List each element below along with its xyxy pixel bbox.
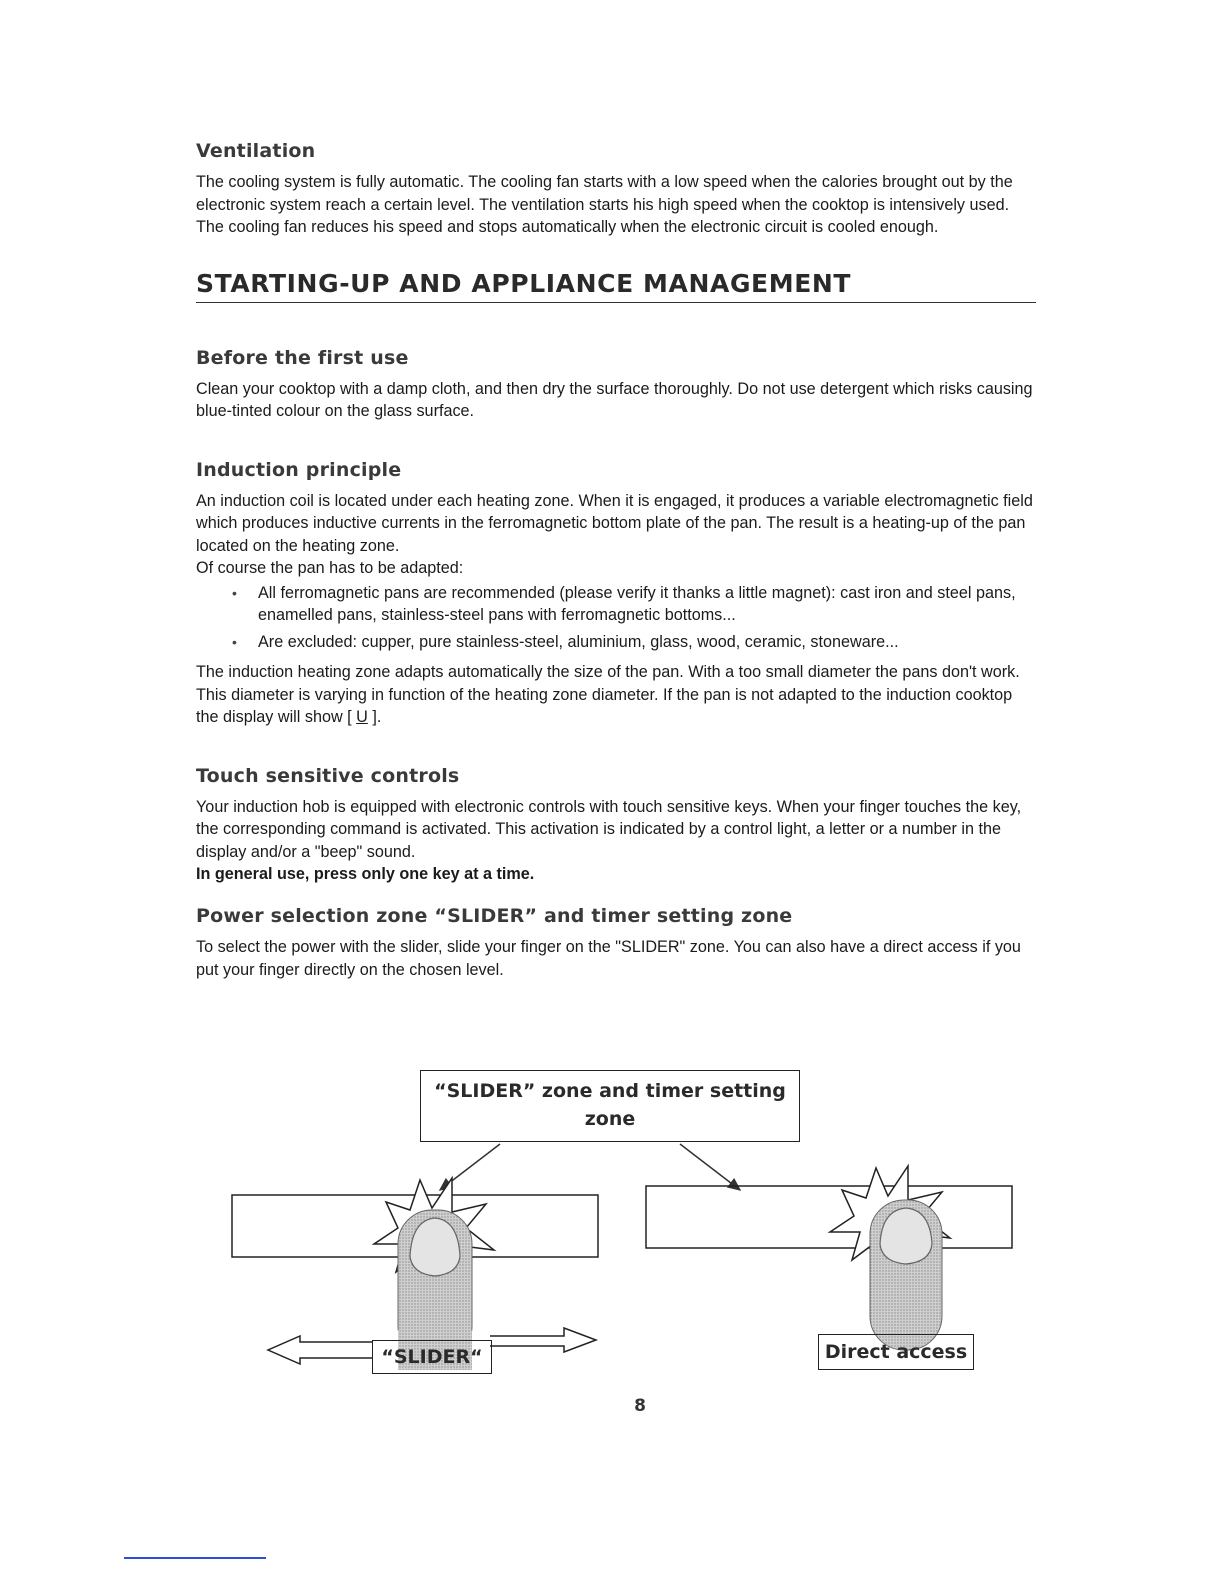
slider-bar-right [646, 1186, 1012, 1248]
touch-section [196, 765, 1036, 886]
display-symbol: U [356, 708, 368, 726]
induction-section [196, 459, 1036, 729]
main-title-block [196, 269, 1036, 303]
power-heading: Power selection zone “SLIDER” and timer setting zone [196, 905, 793, 927]
main-title: STARTING-UP AND APPLIANCE MANAGEMENT [196, 268, 852, 298]
ventilation-section [196, 140, 1036, 239]
slide-left-arrow-icon [268, 1336, 372, 1364]
footer-divider [124, 1557, 266, 1559]
callout-line-2: zone [584, 1108, 636, 1130]
slider-zone-callout [420, 1070, 800, 1142]
finger-icon [870, 1200, 942, 1350]
first-use-section [196, 347, 1036, 423]
touch-text: Your induction hob is equipped with electronic controls with touch sensitive keys. When your finger touches the key, the corresponding command is activated. This activation is indicated by a control light, a letter or a number in the display and/or a "beep" sound. [196, 797, 1022, 861]
touch-heading: Touch sensitive controls [196, 764, 460, 787]
induction-text-1: An induction coil is located under each heating zone. When it is engaged, it produces a variable electromagnetic field which produces inductive currents in the ferromagnetic bottom plate of the pan. The result is a heating-up of the pan located on the heating zone. [196, 491, 1033, 555]
ventilation-heading: Ventilation [196, 140, 316, 162]
touch-note: In general use, press only one key at a time. [196, 865, 535, 883]
induction-text-3-start: The induction heating zone adapts automatically the size of the pan. With a too small diameter the pans don't work. This diameter is varying in function of the heating zone diameter. If the pan is not adapted to the induction cooktop the display will show [ [196, 663, 1020, 726]
induction-text-3-end: ]. [367, 708, 382, 726]
first-use-text: Clean your cooktop with a damp cloth, and then dry the surface thoroughly. Do not use detergent which risks causing blue-tinted colour on the glass surface. [196, 379, 1033, 420]
pan-list [196, 582, 1036, 654]
ventilation-text: The cooling system is fully automatic. The cooling fan starts with a low speed when the calories brought out by the electronic system reach a certain level. The ventilation starts his high speed when the cooktop is intensively used. The cooling fan reduces his speed and stops automatically when the electronic circuit is cooled enough. [196, 173, 1013, 236]
list-item: • Are excluded: cupper, pure stainless-steel, aluminium, glass, wood, ceramic, stoneware... [232, 631, 1036, 654]
callout-line-1: “SLIDER” zone and timer setting [434, 1080, 786, 1102]
page-number: 8 [634, 1396, 646, 1416]
induction-text-2: Of course the pan has to be adapted: [196, 559, 464, 577]
slider-diagram [0, 1060, 1224, 1400]
first-use-heading: Before the first use [196, 346, 409, 369]
power-text: To select the power with the slider, slide your finger on the "SLIDER" zone. You can also have a direct access if you put your finger directly on the chosen level. [196, 938, 1021, 979]
page-content [196, 140, 1036, 1017]
slider-label: “SLIDER“ [372, 1340, 492, 1374]
induction-heading: Induction principle [196, 458, 402, 481]
slide-right-arrow-icon [490, 1328, 596, 1352]
list-item: • All ferromagnetic pans are recommended (please verify it thanks a little magnet): cast iron and steel pans, enamelled pans, stainless-steel pans with ferromagnetic bottoms... [232, 582, 1036, 627]
direct-access-label: Direct access [818, 1334, 974, 1370]
power-section [196, 905, 1036, 981]
callout-arrow-right [680, 1144, 740, 1190]
induction-text-3 [196, 661, 1036, 729]
